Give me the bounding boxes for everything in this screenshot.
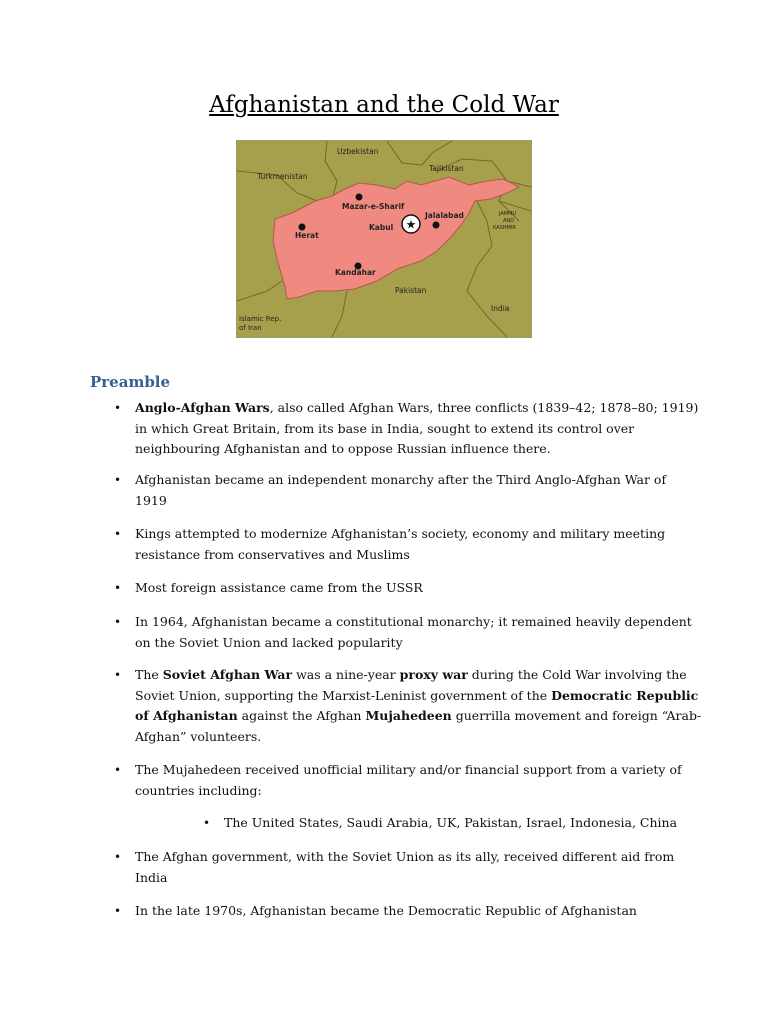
bold-term: proxy war (399, 667, 468, 682)
text-run: The Afghan government, with the Soviet Union as its ally, received different aid from (135, 849, 675, 864)
bullet-icon: • (114, 763, 122, 777)
label-tajikistan: Tajikistan (429, 164, 464, 173)
text-run: Most foreign assistance came from the USSR (135, 580, 423, 595)
bold-term: Mujahedeen (365, 708, 452, 723)
label-uzbekistan: Uzbekistan (337, 147, 379, 156)
text-line (135, 727, 261, 748)
text-run: in which Great Britain, from its base in India, sought to extend its control over (135, 420, 635, 436)
text-line (135, 398, 698, 419)
text-line (135, 901, 637, 922)
bullet-icon: • (114, 581, 122, 595)
text-run: guerrilla movement and foreign “Arab- (451, 708, 702, 723)
text-line (135, 781, 262, 802)
map-graphic (237, 141, 531, 337)
label-iran-line1: Islamic Rep. (239, 315, 282, 323)
document-title: Afghanistan and the Cold War (209, 92, 559, 118)
herat-city-dot (299, 224, 306, 231)
text-run: Soviet Union, supporting the Marxist-Leninist government of the (135, 687, 552, 703)
text-line (135, 524, 665, 545)
afghanistan-map (236, 140, 532, 338)
text-run: Afghanistan became an independent monarchy after the Third Anglo-Afghan War of (135, 472, 667, 487)
text-run: In 1964, Afghanistan became a constitutional monarchy; it remained heavily dependent (135, 614, 692, 629)
text-line (135, 439, 551, 460)
text-line (224, 813, 677, 834)
label-kabul: Kabul (369, 223, 394, 232)
text-run: India (135, 869, 168, 885)
label-mazar: Mazar-e-Sharif (342, 202, 405, 211)
bullet-icon: • (114, 904, 122, 918)
text-run: countries including: (135, 782, 262, 798)
bullet-icon: • (114, 527, 122, 541)
label-pakistan: Pakistan (395, 286, 427, 295)
text-line (135, 491, 167, 512)
text-run: , also called Afghan Wars, three conflicts (1839–42; 1878–80; 1919) (269, 400, 699, 415)
text-line (135, 847, 674, 868)
text-run: In the late 1970s, Afghanistan became the Democratic Republic of Afghanistan (135, 903, 637, 918)
bold-term: Anglo-Afghan Wars (135, 400, 270, 415)
text-line (135, 578, 423, 599)
text-run: Afghan” volunteers. (135, 728, 262, 744)
text-run: was a nine-year (292, 667, 400, 682)
label-kandahar: Kandahar (335, 268, 376, 277)
text-line (135, 612, 692, 633)
bold-term: Democratic Republic (551, 687, 699, 703)
section-heading: Preamble (90, 373, 171, 391)
text-run: Kings attempted to modernize Afghanistan’s society, economy and military meeting (135, 526, 666, 541)
text-run: The (135, 667, 163, 682)
bullet-icon: • (114, 473, 122, 487)
label-jammu-line1: JAMMU (499, 211, 517, 217)
bullet-icon: • (203, 816, 211, 830)
text-run: 1919 (135, 492, 167, 508)
capital-star-icon: ★ (405, 217, 417, 232)
text-line (135, 419, 634, 440)
bullet-icon: • (114, 850, 122, 864)
text-run: resistance from conservatives and Muslims (135, 546, 410, 562)
bold-term: of Afghanistan (135, 708, 238, 723)
text-line (135, 545, 410, 566)
text-run: The Mujahedeen received unofficial military and/or financial support from a variety of (135, 762, 682, 777)
bold-term: Soviet Afghan War (162, 667, 293, 682)
label-turkmenistan: Turkmenistan (257, 172, 308, 181)
text-line (135, 868, 167, 889)
label-jalalabad: Jalalabad (425, 211, 464, 220)
label-india: India (491, 304, 510, 313)
label-jammu-line2: AND (503, 218, 515, 224)
bullet-icon: • (114, 615, 122, 629)
text-line (135, 706, 701, 727)
bullet-icon: • (114, 401, 122, 415)
text-run: during the Cold War involving the (467, 667, 687, 682)
text-run: against the Afghan (237, 708, 366, 723)
text-run: neighbouring Afghanistan and to oppose Russian influence there. (135, 441, 551, 456)
bullet-icon: • (114, 668, 122, 682)
text-line (135, 633, 403, 654)
mazar-city-dot (356, 194, 363, 201)
label-jammu-line3: KASHMIR (493, 225, 516, 231)
text-line (135, 686, 698, 707)
jalalabad-city-dot (433, 222, 440, 229)
text-run: on the Soviet Union and lacked popularity (135, 634, 403, 650)
text-line (135, 760, 682, 781)
label-herat: Herat (295, 231, 319, 240)
text-run: The United States, Saudi Arabia, UK, Pakistan, Israel, Indonesia, China (224, 815, 678, 830)
text-line (135, 665, 687, 686)
label-iran-line2: of Iran (239, 324, 262, 332)
text-line (135, 470, 666, 491)
